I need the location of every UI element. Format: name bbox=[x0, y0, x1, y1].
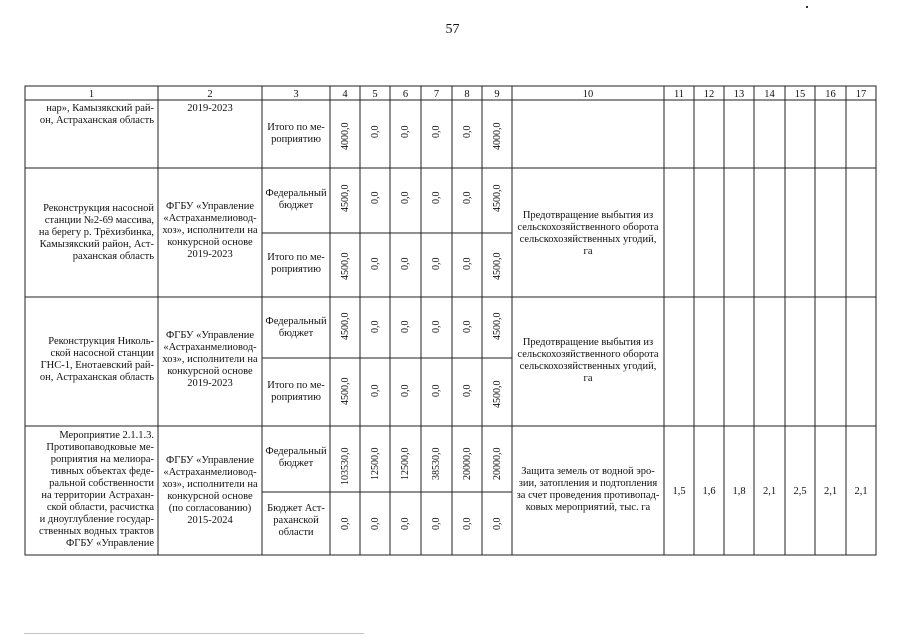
row3-result-indicator: Защита земель от водной эро- зии, затопления и подтопления за счет проведения противопад- ковых мероприятий, тыс. га bbox=[516, 466, 660, 513]
row3-sub1-value-col9: 0,0 bbox=[492, 517, 503, 530]
row3-target-col17: 2,1 bbox=[854, 486, 868, 497]
header-col-10: 10 bbox=[582, 89, 594, 100]
header-col-1: 1 bbox=[88, 89, 95, 100]
row1-sub0-value-col8: 0,0 bbox=[462, 191, 473, 204]
row2-sub1-value-col8: 0,0 bbox=[462, 384, 473, 397]
row3-sub1-value-col4: 0,0 bbox=[340, 517, 351, 530]
row1-sub1-value-col4: 4500,0 bbox=[340, 252, 351, 280]
row3-target-col16: 2,1 bbox=[823, 486, 838, 497]
row2-sub0-value-col8: 0,0 bbox=[462, 320, 473, 333]
header-col-14: 14 bbox=[764, 89, 775, 100]
row2-result-indicator: Предотвращение выбытия из сельскохозяйственного оборота сельскохозяйственных угодий, га bbox=[517, 337, 659, 384]
row3-executor: ФГБУ «Управление «Астраханмелиовод- хоз», исполнители на конкурсной основе (по согласованию) 2015-2024 bbox=[162, 455, 258, 526]
header-col-8: 8 bbox=[464, 89, 470, 100]
row2-sub1-value-col6: 0,0 bbox=[400, 384, 411, 397]
row3-sub1-value-col7: 0,0 bbox=[431, 517, 442, 530]
row2-sub0-value-col4: 4500,0 bbox=[340, 312, 351, 340]
row2-executor: ФГБУ «Управление «Астраханмелиовод- хоз», исполнители на конкурсной основе 2019-2023 bbox=[162, 330, 258, 389]
row3-funding-source-1: Бюджет Аст- раханской области bbox=[267, 503, 325, 538]
row2-sub0-value-col7: 0,0 bbox=[431, 320, 442, 333]
header-col-7: 7 bbox=[433, 89, 440, 100]
row0-value-col6: 0,0 bbox=[400, 125, 411, 138]
row3-sub1-value-col5: 0,0 bbox=[370, 517, 381, 530]
header-col-5: 5 bbox=[372, 89, 378, 100]
row0-value-col4: 4000,0 bbox=[340, 122, 351, 150]
row1-sub1-value-col9: 4500,0 bbox=[492, 252, 503, 280]
header-col-6: 6 bbox=[402, 89, 409, 100]
row0-value-col5: 0,0 bbox=[370, 125, 381, 138]
row1-executor: ФГБУ «Управление «Астраханмелиовод- хоз», исполнители на конкурсной основе 2019-2023 bbox=[162, 201, 258, 260]
header-col-3: 3 bbox=[293, 89, 299, 100]
row2-sub1-value-col7: 0,0 bbox=[431, 384, 442, 397]
row0-value-col8: 0,0 bbox=[462, 125, 473, 138]
row1-sub0-value-col5: 0,0 bbox=[370, 191, 381, 204]
row1-sub0-value-col6: 0,0 bbox=[400, 191, 411, 204]
header-col-11: 11 bbox=[673, 89, 685, 100]
row1-sub1-value-col5: 0,0 bbox=[370, 257, 381, 270]
row2-funding-source-1: Итого по ме- роприятию bbox=[267, 380, 325, 403]
row1-object-name: Реконструкция насосной станции №2-69 массива, на берегу р. Трёхизбинка, Камызякский район, Аст- раханская область bbox=[38, 203, 154, 262]
row1-funding-source-0: Федеральный бюджет bbox=[265, 188, 327, 211]
row3-target-col15: 2,5 bbox=[793, 486, 807, 497]
row1-sub0-value-col4: 4500,0 bbox=[340, 184, 351, 212]
row2-sub1-value-col5: 0,0 bbox=[370, 384, 381, 397]
bottom-scan-line bbox=[24, 633, 364, 634]
row3-sub0-value-col7: 38530,0 bbox=[431, 447, 442, 480]
row1-funding-source-1: Итого по ме- роприятию bbox=[267, 252, 325, 275]
header-col-15: 15 bbox=[794, 89, 806, 100]
row3-target-col13: 1,8 bbox=[732, 486, 746, 497]
row1-sub0-value-col7: 0,0 bbox=[431, 191, 442, 204]
page-number: 57 bbox=[445, 22, 460, 37]
header-col-2: 2 bbox=[207, 89, 213, 100]
row2-object-name: Реконструкция Николь- ской насосной станции ГНС-1, Енотаевский рай- он, Астраханская область bbox=[39, 336, 154, 383]
row3-sub0-value-col8: 20000,0 bbox=[462, 447, 473, 480]
row3-sub0-value-col6: 12500,0 bbox=[400, 447, 411, 480]
header-col-13: 13 bbox=[733, 89, 745, 100]
row0-object-name: нар», Камызякский рай- он, Астраханская область bbox=[39, 103, 154, 126]
header-col-16: 16 bbox=[825, 89, 836, 100]
row2-sub1-value-col9: 4500,0 bbox=[492, 380, 503, 408]
row3-object-name: Мероприятие 2.1.1.3. Противопаводковые ме- роприятия на мелиора- тивных объектах феде- ральной собственности на территории Астрахан- ской области, расчистка и дноуглубление государ- ственных водных трактов ФГБУ «Управление bbox=[39, 430, 154, 549]
header-col-9: 9 bbox=[494, 89, 500, 100]
row2-sub0-value-col9: 4500,0 bbox=[492, 312, 503, 340]
row2-funding-source-0: Федеральный бюджет bbox=[265, 316, 327, 339]
row2-sub1-value-col4: 4500,0 bbox=[340, 377, 351, 405]
header-col-4: 4 bbox=[342, 89, 348, 100]
header-col-17: 17 bbox=[855, 89, 867, 100]
row1-sub0-value-col9: 4500,0 bbox=[492, 184, 503, 212]
row3-target-col11: 1,5 bbox=[672, 486, 686, 497]
row1-sub1-value-col8: 0,0 bbox=[462, 257, 473, 270]
row3-sub0-value-col9: 20000,0 bbox=[492, 447, 503, 480]
row3-sub1-value-col6: 0,0 bbox=[400, 517, 411, 530]
header-col-12: 12 bbox=[703, 89, 715, 100]
row3-target-col14: 2,1 bbox=[762, 486, 777, 497]
row3-funding-source-0: Федеральный бюджет bbox=[265, 446, 327, 469]
row3-target-col12: 1,6 bbox=[702, 486, 716, 497]
row2-sub0-value-col5: 0,0 bbox=[370, 320, 381, 333]
row3-sub0-value-col5: 12500,0 bbox=[370, 447, 381, 480]
row3-sub0-value-col4: 103530,0 bbox=[340, 447, 351, 485]
row0-funding-source-0: Итого по ме- роприятию bbox=[267, 122, 325, 145]
row0-value-col7: 0,0 bbox=[431, 125, 442, 138]
row1-sub1-value-col7: 0,0 bbox=[431, 257, 442, 270]
row1-sub1-value-col6: 0,0 bbox=[400, 257, 411, 270]
row1-result-indicator: Предотвращение выбытия из сельскохозяйственного оборота сельскохозяйственных угодий, га bbox=[517, 210, 659, 257]
row3-sub1-value-col8: 0,0 bbox=[462, 517, 473, 530]
row0-executor: 2019-2023 bbox=[187, 103, 233, 114]
row0-value-col9: 4000,0 bbox=[492, 122, 503, 150]
row2-sub0-value-col6: 0,0 bbox=[400, 320, 411, 333]
